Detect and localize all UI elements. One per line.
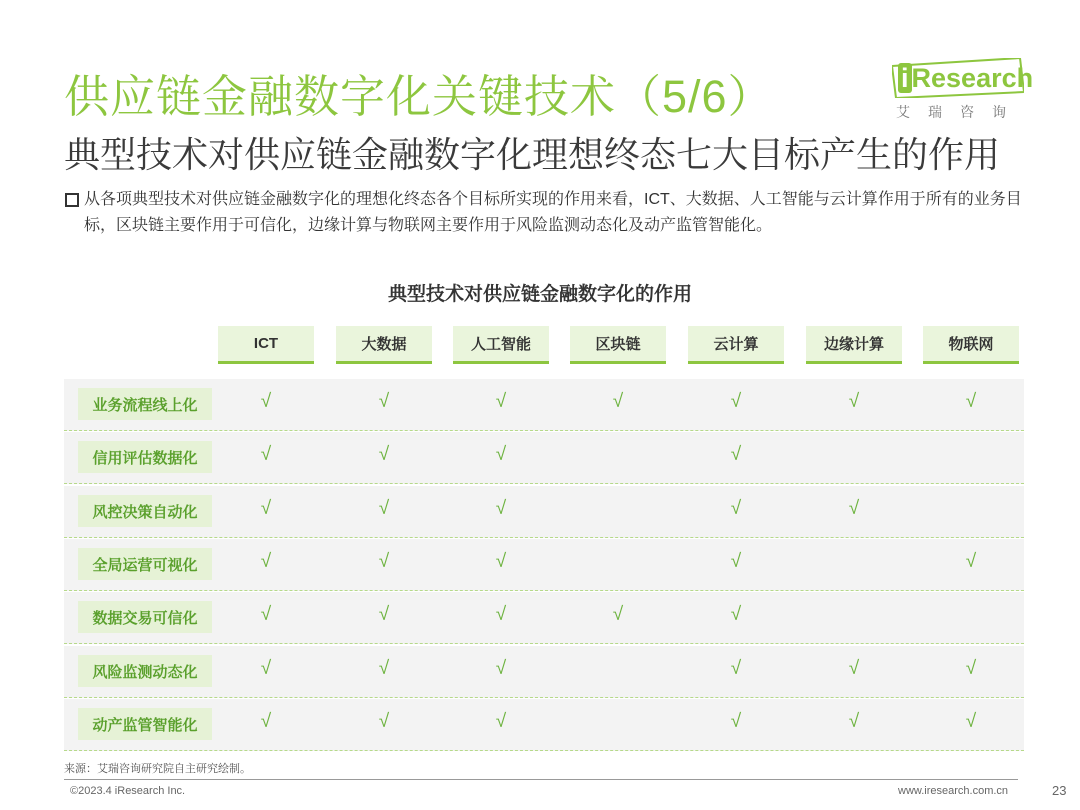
check-mark-icon: √ [730, 444, 742, 465]
check-mark-icon: √ [848, 658, 860, 679]
row-label: 全局运营可视化 [78, 548, 212, 580]
summary-text: 从各项典型技术对供应链金融数字化的理想化终态各个目标所实现的作用来看，ICT、大数据、人工智能与云计算作用于所有的业务目标，区块链主要作用于可信化，边缘计算与物联网主要作用于风险监测动态化及动产监管智能化。 [84, 191, 1022, 234]
copyright: ©2023.4 iResearch Inc. [70, 785, 186, 797]
check-mark-icon: √ [495, 444, 507, 465]
page-title: 供应链金融数字化关键技术（5/6） [64, 71, 774, 122]
table-row [64, 699, 1024, 751]
check-mark-icon: √ [495, 498, 507, 519]
summary-bullet [64, 187, 1034, 239]
check-mark-icon: √ [612, 391, 624, 412]
check-mark-icon: √ [378, 444, 390, 465]
column-header: 边缘计算 [806, 326, 902, 364]
check-mark-icon: √ [260, 711, 272, 732]
check-mark-icon: √ [730, 711, 742, 732]
table-row [64, 646, 1024, 698]
bullet-square-icon [65, 193, 79, 207]
footer-divider [64, 779, 1018, 780]
check-mark-icon: √ [260, 604, 272, 625]
check-mark-icon: √ [965, 658, 977, 679]
check-mark-icon: √ [260, 658, 272, 679]
check-mark-icon: √ [378, 391, 390, 412]
row-label: 数据交易可信化 [78, 601, 212, 633]
check-mark-icon: √ [612, 604, 624, 625]
column-header: ICT [218, 326, 314, 364]
column-header: 物联网 [923, 326, 1019, 364]
table-row [64, 486, 1024, 538]
check-mark-icon: √ [378, 711, 390, 732]
column-header: 人工智能 [453, 326, 549, 364]
table-row [64, 592, 1024, 644]
row-label: 风控决策自动化 [78, 495, 212, 527]
check-mark-icon: √ [495, 711, 507, 732]
check-mark-icon: √ [730, 391, 742, 412]
check-mark-icon: √ [965, 711, 977, 732]
check-mark-icon: √ [965, 391, 977, 412]
page-number: 23 [1052, 783, 1067, 798]
check-mark-icon: √ [495, 551, 507, 572]
column-header: 云计算 [688, 326, 784, 364]
check-mark-icon: √ [495, 391, 507, 412]
check-mark-icon: √ [378, 498, 390, 519]
check-mark-icon: √ [260, 391, 272, 412]
check-mark-icon: √ [260, 444, 272, 465]
footer-url: www.iresearch.com.cn [898, 785, 1009, 797]
check-mark-icon: √ [378, 551, 390, 572]
check-mark-icon: √ [378, 604, 390, 625]
iresearch-logo [890, 58, 1034, 128]
row-label: 风险监测动态化 [78, 655, 212, 687]
check-mark-icon: √ [260, 498, 272, 519]
check-mark-icon: √ [848, 391, 860, 412]
table-title: 典型技术对供应链金融数字化的作用 [387, 284, 692, 305]
column-header: 大数据 [336, 326, 432, 364]
check-mark-icon: √ [730, 498, 742, 519]
row-label: 业务流程线上化 [78, 388, 212, 420]
check-mark-icon: √ [848, 498, 860, 519]
row-label: 信用评估数据化 [78, 441, 212, 473]
table-row [64, 539, 1024, 591]
row-label: 动产监管智能化 [78, 708, 212, 740]
check-mark-icon: √ [260, 551, 272, 572]
check-mark-icon: √ [848, 711, 860, 732]
check-mark-icon: √ [730, 551, 742, 572]
check-mark-icon: √ [965, 551, 977, 572]
page-subtitle: 典型技术对供应链金融数字化理想终态七大目标产生的作用 [64, 134, 1001, 175]
table-row [64, 379, 1024, 431]
logo-subtitle: 艾瑞咨询 [896, 104, 1024, 120]
check-mark-icon: √ [495, 604, 507, 625]
check-mark-icon: √ [730, 658, 742, 679]
column-header: 区块链 [570, 326, 666, 364]
check-mark-icon: √ [378, 658, 390, 679]
logo-wordmark: i Research [898, 63, 1033, 94]
table-row [64, 432, 1024, 484]
source-note: 来源：艾瑞咨询研究院自主研究绘制。 [64, 763, 251, 775]
check-mark-icon: √ [495, 658, 507, 679]
check-mark-icon: √ [730, 604, 742, 625]
